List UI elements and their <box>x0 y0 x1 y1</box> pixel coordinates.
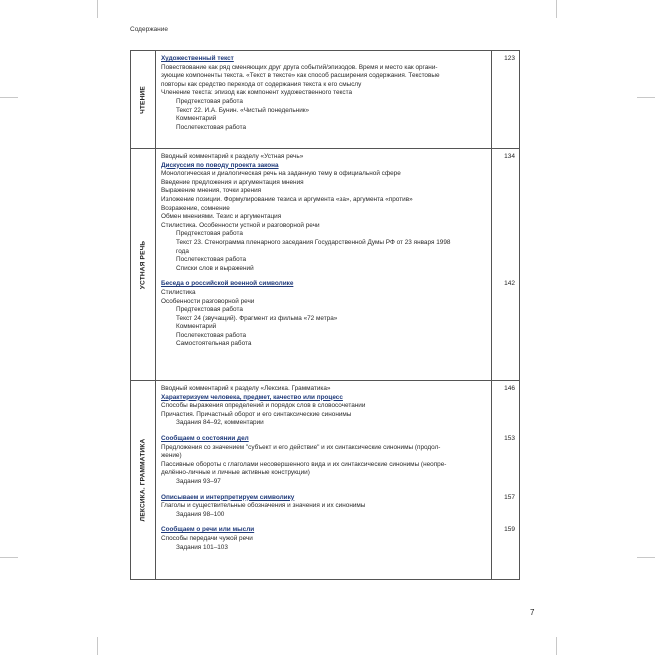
page-header: Содержание <box>130 26 168 33</box>
toc-heading: Характеризуем человека, предмет, качество или процесс <box>161 393 343 401</box>
page-ref: 153 <box>504 435 515 442</box>
toc-entry: Пассивные обороты с глаголами несовершенного вида и их синтаксические синонимы (неопре- <box>161 460 447 468</box>
crop-mark <box>637 97 655 98</box>
toc-entry: Выражение мнения, точки зрения <box>161 187 262 195</box>
toc-entry: Повествование как ряд сменяющих друг друга событий/эпизодов. Время и место как органи- <box>161 63 438 71</box>
section-label: ЧТЕНИЕ <box>139 85 147 114</box>
toc-entry: Обмен мнениями. Тезис и аргументация <box>161 213 282 221</box>
toc-entry: Послетекстовая работа <box>176 256 246 264</box>
page-ref: 146 <box>504 385 515 392</box>
section-lexis-grammar <box>131 381 519 579</box>
page-ref: 159 <box>504 526 515 533</box>
toc-heading: Сообщаем о состоянии дел <box>161 434 249 442</box>
page-ref: 134 <box>504 153 515 160</box>
page-ref: 123 <box>504 55 515 62</box>
toc-entry: Самостоятельная работа <box>176 340 252 348</box>
toc-entry: зующие компоненты текста. «Текст в тексте» как способ расширения содержания. Текстовые <box>161 72 440 80</box>
toc-entry: Вводный комментарий к разделу «Устная речь» <box>161 153 304 160</box>
toc-entry: Предложения со значением "субъект и его действие" и их синтаксические синонимы (продол- <box>161 443 441 451</box>
toc-entry: Предтекстовая работа <box>176 306 243 314</box>
toc-entry: Текст 22. И.А. Бунин. «Чистый понедельник» <box>176 106 310 114</box>
toc-entry: Способы выражения определений и порядок слов в словосочетании <box>161 402 366 410</box>
toc-entry: Задания 98–100 <box>176 510 225 518</box>
crop-mark <box>97 637 98 655</box>
toc-entry: Способы передачи чужой речи <box>161 534 253 542</box>
crop-mark <box>637 557 655 558</box>
toc-entry: Послетекстовая работа <box>176 123 246 131</box>
page-number: 7 <box>530 608 535 617</box>
toc-entry: Монологическая и диалогическая речь на заданную тему в официальной сфере <box>161 170 401 178</box>
section-label: ЛЕКСИКА. ГРАММАТИКА <box>139 438 147 522</box>
crop-mark <box>97 0 98 18</box>
crop-mark <box>0 97 18 98</box>
section-oral-speech <box>131 149 519 381</box>
toc-entry: Послетекстовая работа <box>176 331 246 339</box>
toc-entry: Глаголы и существительные обозначения и значения и их синонимы <box>161 502 366 510</box>
toc-entry: Изложение позиции. Формулирование тезиса и аргумента «за», аргумента «против» <box>161 195 413 203</box>
toc-entry: года <box>176 247 189 255</box>
section-side <box>131 51 156 148</box>
section-label: УСТНАЯ РЕЧЬ <box>139 240 147 289</box>
toc-entry: Текст 24 (звучащий). Фрагмент из фильма «72 метра» <box>176 314 338 322</box>
toc-heading: Беседа о российской военной символике <box>161 280 294 288</box>
toc-entry: Членение текста: эпизод как компонент художественного текста <box>161 89 352 97</box>
section-content <box>161 385 487 552</box>
section-reading <box>131 51 519 149</box>
toc-entry: Списки слов и выражений <box>176 264 254 272</box>
toc-entry: Комментарий <box>176 115 217 123</box>
toc-entry: жение) <box>161 452 182 460</box>
crop-mark <box>0 557 18 558</box>
crop-mark <box>556 637 557 655</box>
toc-entry: Задания 101–103 <box>176 543 228 551</box>
page-column <box>491 51 519 148</box>
page-column <box>491 149 519 380</box>
section-content <box>161 153 487 349</box>
toc-heading: Сообщаем о речи или мысли <box>161 526 255 534</box>
page-ref: 157 <box>504 494 515 501</box>
toc-heading: Дискуссия по поводу проекта закона <box>161 161 279 169</box>
toc-entry: Особенности разговорной речи <box>161 297 255 305</box>
page-column <box>491 381 519 579</box>
toc-entry: Введение предложения и аргументация мнения <box>161 178 304 186</box>
section-side <box>131 381 156 579</box>
toc-entry: делённо-личные и личные активные конструкции) <box>161 469 310 477</box>
toc-entry: Вводный комментарий к разделу «Лексика. Грамматика» <box>161 385 331 392</box>
crop-mark <box>556 0 557 18</box>
toc-entry: повторы как средство перехода от содержания текста к его смыслу <box>161 80 362 88</box>
toc-heading: Художественный текст <box>161 55 234 62</box>
toc-entry: Возражение, сомнение <box>161 204 230 212</box>
toc-entry: Причастия. Причастный оборот и его синтаксические синонимы <box>161 410 352 418</box>
toc-entry: Задания 84–92, комментарии <box>176 419 264 427</box>
section-side <box>131 149 156 380</box>
section-content <box>161 55 487 132</box>
toc-entry: Стилистика. Особенности устной и разговорной речи <box>161 221 320 229</box>
toc-heading: Описываем и интерпретируем символику <box>161 493 295 501</box>
toc-entry: Задания 93–97 <box>176 477 221 485</box>
toc-entry: Предтекстовая работа <box>176 97 243 105</box>
toc-entry: Комментарий <box>176 323 217 331</box>
toc-table <box>130 50 520 580</box>
toc-entry: Предтекстовая работа <box>176 230 243 238</box>
toc-entry: Текст 23. Стенограмма пленарного заседания Государственной Думы РФ от 23 января 1998 <box>176 238 451 246</box>
toc-entry: Стилистика <box>161 288 196 296</box>
page-ref: 142 <box>504 280 515 287</box>
